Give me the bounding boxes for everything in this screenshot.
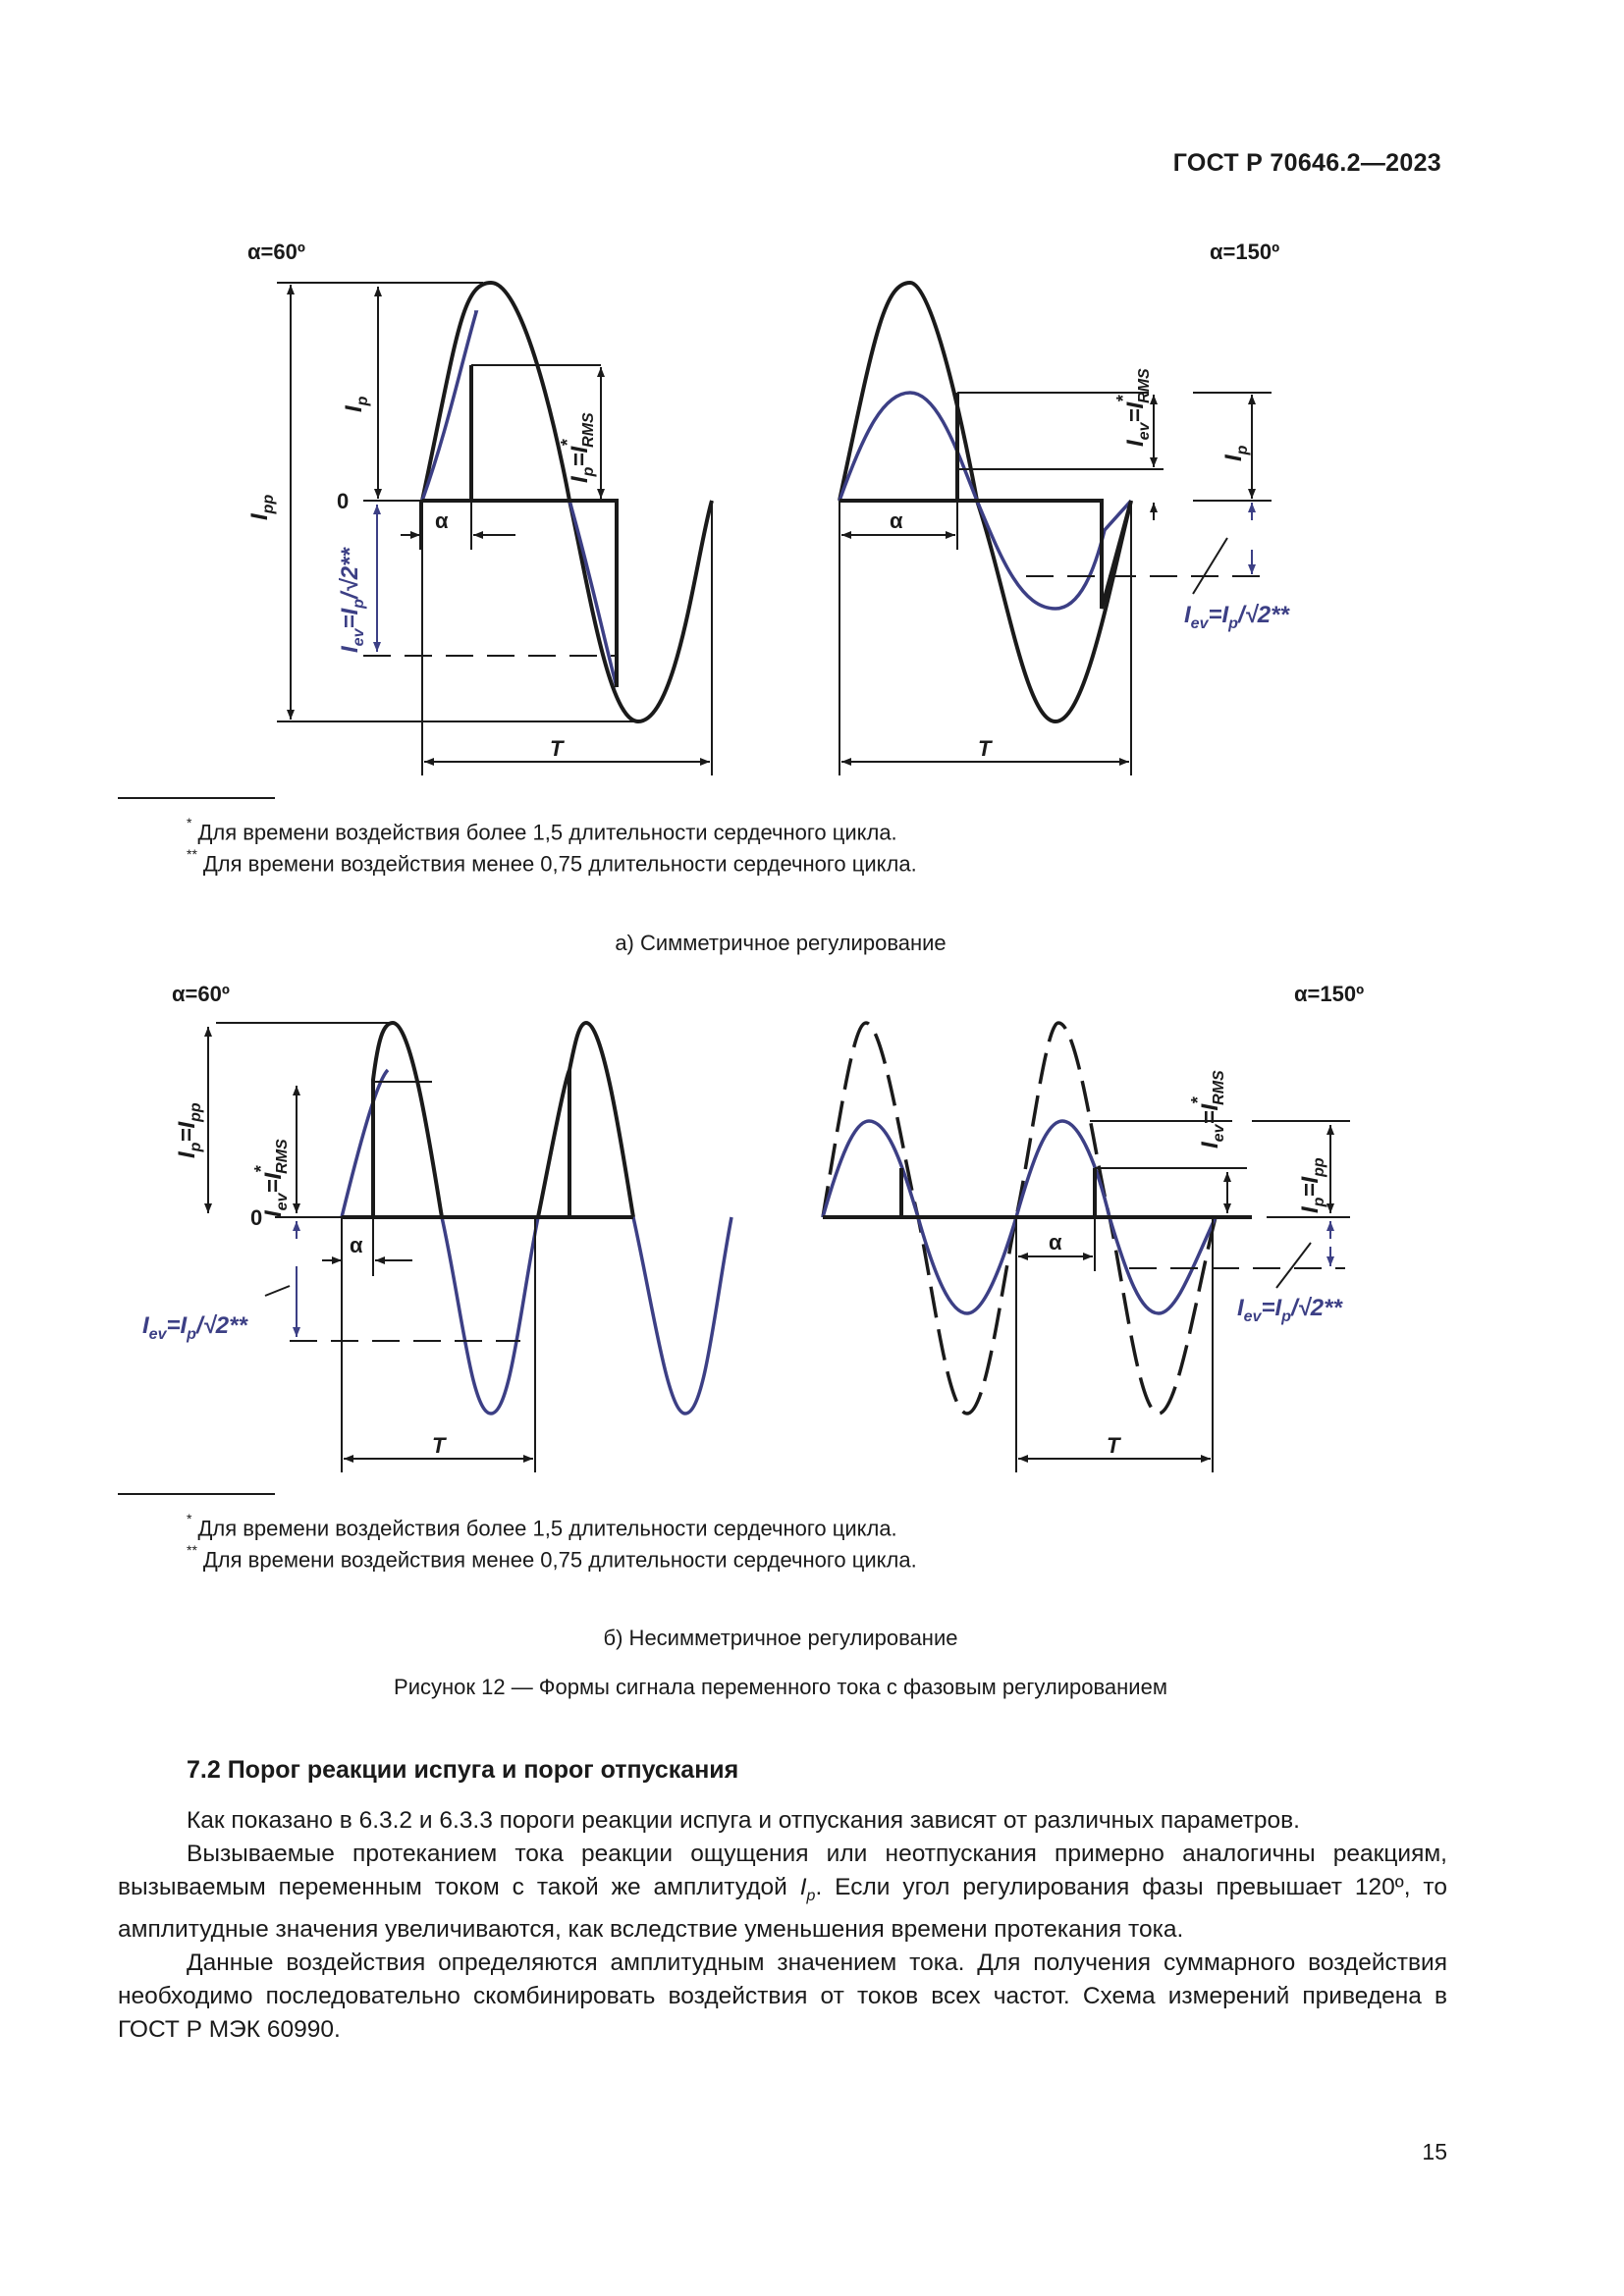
period-label-b2: T [1107, 1433, 1120, 1458]
figure-a [277, 283, 1272, 775]
alpha150-label-a: α=150º [1210, 240, 1280, 264]
alpha150-label-b: α=150º [1294, 982, 1365, 1006]
zero-label-b: 0 [250, 1205, 263, 1230]
paragraph-2: Вызываемые протеканием тока реакции ощущения или неотпускания примерно аналогичны реакциям, вызываемым переменным током с такой же амплитудой $I_p$. Если угол регулирования фазы превышает 120º, то амплитудные значения увеличиваются, как вследствие уменьшения времени протекания тока. [118, 1841, 1447, 1943]
document-id: ГОСТ Р 70646.2—2023 [1172, 149, 1441, 177]
iev-rms-label-b1: $I_{ev}=I^*$ RMS [251, 1139, 291, 1217]
ip-label-a1: $I_p$ [341, 396, 371, 412]
ip-label-a2: $I_p$ [1220, 445, 1251, 461]
ip-rms-label: $I_p=I^*$ RMS [558, 412, 597, 483]
figure-caption: Рисунок 12 — Формы сигнала переменного тока с фазовым регулированием [394, 1675, 1167, 1699]
ip-ipp-label-b1: $I_p=I_{pp}$ [174, 1102, 204, 1158]
iev-sqrt-label-b1: $I_{ev}=I_p/√2**$ [142, 1312, 247, 1343]
footnote-a2: ** Для времени воздействия менее 0,75 длительности сердечного цикла. [187, 846, 917, 877]
alpha-label-a1: α [435, 508, 449, 533]
iev-sqrt-label-a1: $I_{ev}=I_p/√2**$ [337, 548, 367, 653]
period-label-b1: T [432, 1433, 446, 1458]
figure-b [208, 1023, 1350, 1472]
iev-sqrt-label-b2: $I_{ev}=I_p/√2**$ [1237, 1295, 1342, 1325]
sine-neg-b1a [442, 1217, 538, 1414]
footnote-a1: * Для времени воздействия более 1,5 длительности сердечного цикла. [187, 815, 897, 845]
chopped-b2 [823, 1168, 1252, 1217]
footnote-rule-a [118, 797, 275, 799]
section-title: 7.2 Порог реакции испуга и порог отпускания [187, 1756, 739, 1784]
footnote-rule-b [118, 1493, 275, 1495]
alpha-label-b2: α [1049, 1230, 1062, 1255]
alpha60-label-b: α=60º [172, 982, 230, 1006]
zero-label-a: 0 [337, 489, 350, 513]
paragraph-1: Как показано в 6.3.2 и 6.3.3 пороги реакции испуга и отпускания зависят от различных параметров. [187, 1807, 1300, 1834]
sine-neg-b1b [633, 1217, 731, 1414]
ip-ipp-label-b2: $I_p=I_{pp}$ [1297, 1157, 1327, 1213]
footnote-b2: ** Для времени воздействия менее 0,75 длительности сердечного цикла. [187, 1542, 917, 1573]
alpha-label-b1: α [350, 1233, 363, 1257]
iev-rms-label-a2: $I_{ev}=I^*$ RMS [1113, 368, 1153, 447]
sine-controlled-b1 [342, 1070, 388, 1217]
period-label-a1: T [550, 736, 564, 761]
footnote-b1: * Для времени воздействия более 1,5 длительности сердечного цикла. [187, 1511, 897, 1541]
iev-rms-label-b2: $I_{ev}=I^*$ RMS [1188, 1070, 1227, 1148]
sine-full-b1a [373, 1023, 442, 1217]
sine-full-b1b [538, 1023, 633, 1217]
paragraph-3: Данные воздействия определяются амплитудным значением тока. Для получения суммарного воздействия необходимо последовательно скомбинировать воздействия от токов всех частот. Схема измерений приведена в ГОСТ Р МЭК 60990. [118, 1949, 1447, 2043]
alpha-label-a2: α [890, 508, 903, 533]
caption-b: б) Несимметричное регулирование [603, 1626, 958, 1650]
period-label-a2: T [978, 736, 992, 761]
caption-a: а) Симметричное регулирование [615, 931, 947, 955]
alpha60-label-a: α=60º [247, 240, 305, 264]
ipp-label: $I_{pp}$ [246, 494, 277, 520]
iev-sqrt-label-a2: $I_{ev}=I_p/√2**$ [1184, 602, 1289, 632]
page-number: 15 [1422, 2139, 1447, 2164]
body-text [118, 1804, 1447, 2047]
